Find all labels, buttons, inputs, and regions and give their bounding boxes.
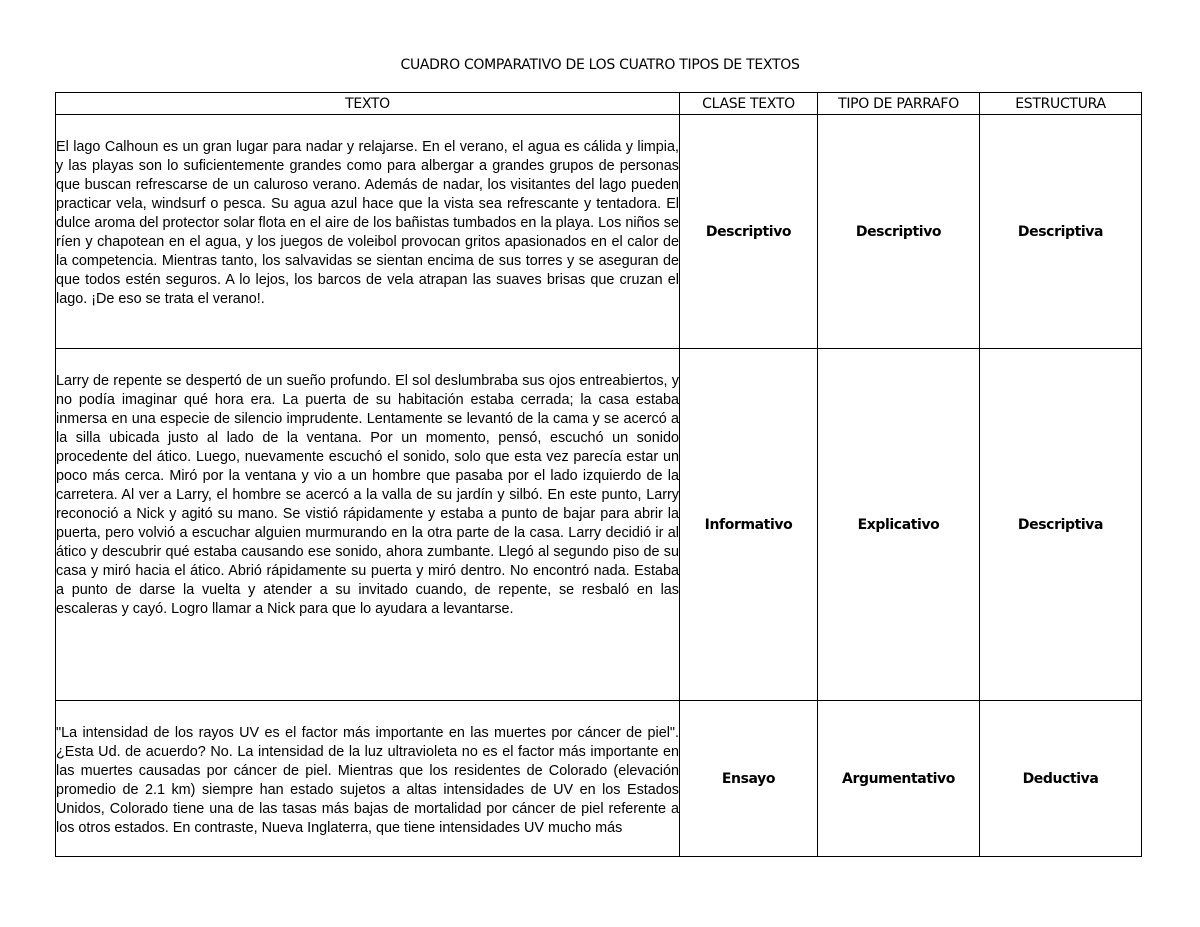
header-clase-texto: CLASE TEXTO — [680, 93, 818, 115]
comparison-table — [55, 92, 1142, 857]
tipo-parrafo-cell: Argumentativo — [818, 701, 980, 857]
table-header-row — [56, 93, 1142, 115]
table-row — [56, 701, 1142, 857]
clase-texto-cell: Informativo — [680, 349, 818, 701]
header-estructura: ESTRUCTURA — [980, 93, 1142, 115]
table-row — [56, 349, 1142, 701]
texto-cell — [56, 115, 680, 349]
header-tipo-parrafo: TIPO DE PARRAFO — [818, 93, 980, 115]
header-texto: TEXTO — [56, 93, 680, 115]
table-row — [56, 115, 1142, 349]
texto-cell — [56, 701, 680, 857]
estructura-cell: Descriptiva — [980, 349, 1142, 701]
texto-paragraph: El lago Calhoun es un gran lugar para nadar y relajarse. En el verano, el agua es cálida y limpia, y las playas son lo suficientemente grandes como para albergar a grandes grupos de personas que buscan refrescarse de un caluroso verano. Además de nadar, los visitantes del lago pueden practicar vela, windsurf o pesca. Su agua azul hace que la vista sea refrescante y tentadora. El dulce aroma del protector solar flota en el aire de los bañistas tumbados en la playa. Los niños se ríen y chapotean en el agua, y los juegos de voleibol provocan gritos apasionados en el calor de la competencia. Mientras tanto, los salvavidas se sientan encima de sus torres y se aseguran de que todos estén seguros. A lo lejos, los barcos de vela atrapan las suaves brisas que cruzan el lago. ¡De eso se trata el verano!. — [56, 139, 679, 307]
tipo-parrafo-cell: Explicativo — [818, 349, 980, 701]
texto-paragraph: "La intensidad de los rayos UV es el factor más importante en las muertes por cáncer de piel". ¿Esta Ud. de acuerdo? No. La intensidad de la luz ultravioleta no es el factor más importante en las muertes causadas por cáncer de piel. Mientras que los residentes de Colorado (elevación promedio de 2.1 km) siempre han estado sujetos a altas intensidades de UV en los Estados Unidos, Colorado tiene una de las tasas más bajas de mortalidad por cáncer de piel referente a los otros estados. En contraste, Nueva Inglaterra, que tiene intensidades UV mucho más — [56, 725, 679, 836]
document-title: CUADRO COMPARATIVO DE LOS CUATRO TIPOS DE TEXTOS — [400, 57, 800, 73]
texto-paragraph: Larry de repente se despertó de un sueño profundo. El sol deslumbraba sus ojos entreabiertos, y no podía imaginar qué hora era. La puerta de su habitación estaba cerrada; la casa estaba inmersa en una especie de silencio imprudente. Lentamente se levantó de la cama y se acercó a la silla ubicada justo al lado de la ventana. Por un momento, pensó, escuchó un sonido procedente del ático. Luego, nuevamente escuchó el sonido, solo que esta vez parecía estar un poco más cerca. Miró por la ventana y vio a un hombre que pasaba por el lado izquierdo de la carretera. Al ver a Larry, el hombre se acercó a la valla de su jardín y silbó. En este punto, Larry reconoció a Nick y agitó su mano. Se vistió rápidamente y estaba a punto de bajar para abrir la puerta, pero volvió a escuchar alguien murmurando en la otra parte de la casa. Larry decidió ir al ático y descubrir qué estaba causando ese sonido, ahora zumbante. Llegó al segundo piso de su casa y miró hacia el ático. Abrió rápidamente su puerta y miró dentro. No encontró nada. Estaba a punto de darse la vuelta y atender a su invitado cuando, de repente, se resbaló en las escaleras y cayó. Logro llamar a Nick para que lo ayudara a levantarse. — [56, 373, 679, 617]
tipo-parrafo-cell: Descriptivo — [818, 115, 980, 349]
clase-texto-cell: Descriptivo — [680, 115, 818, 349]
estructura-cell: Deductiva — [980, 701, 1142, 857]
clase-texto-cell: Ensayo — [680, 701, 818, 857]
estructura-cell: Descriptiva — [980, 115, 1142, 349]
texto-cell — [56, 349, 680, 701]
